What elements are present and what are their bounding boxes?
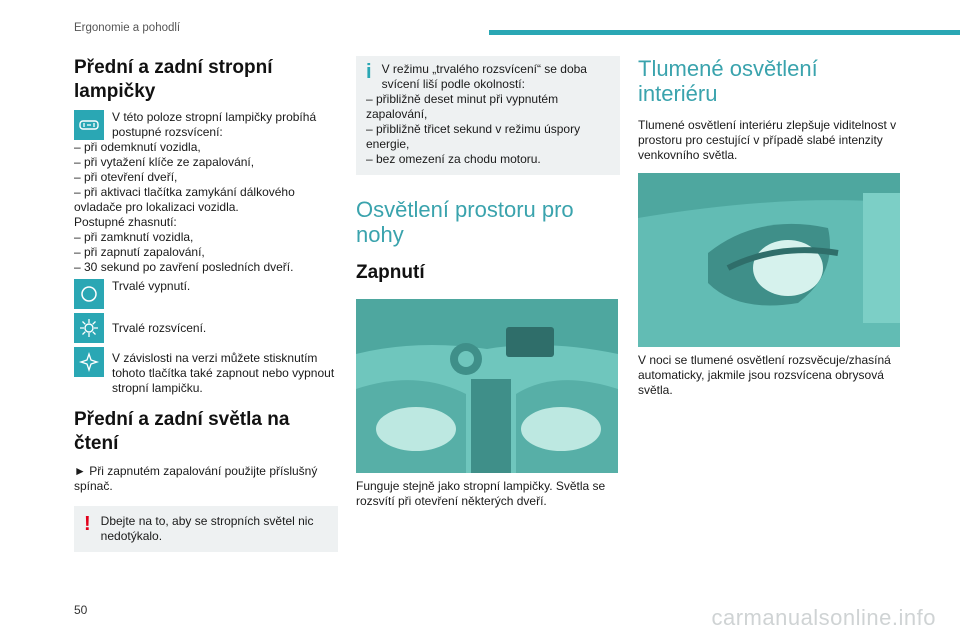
section-header: Ergonomie a pohodlí — [74, 22, 181, 34]
reading-lights-text: ► Při zapnutém zapalování použijte příslušný spínač. — [74, 464, 318, 493]
toggle-row — [74, 347, 338, 396]
column-2 — [356, 56, 620, 509]
door-mode-row — [74, 110, 338, 140]
list-item: – při aktivaci tlačítka zamykání dálkového ovladače pro lokalizaci vozidla. — [74, 185, 295, 214]
header-accent-bar — [489, 30, 960, 35]
star-icon — [74, 347, 104, 377]
info-note — [356, 56, 620, 175]
footwell-photo — [356, 299, 618, 473]
mood-lighting-caption: V noci se tlumené osvětlení rozsvěcuje/zhasíná automaticky, jakmile jsou rozsvícena obrysová světla. — [638, 353, 891, 397]
list-item: – při vytažení klíče ze zapalování, — [74, 155, 255, 169]
column-3 — [638, 56, 902, 398]
list-item: – přibližně třicet sekund v režimu úspory energie, — [366, 122, 581, 151]
permanent-off-text: Trvalé vypnutí. — [112, 279, 191, 293]
switch-on-subtitle: Zapnutí — [356, 262, 425, 283]
version-note: V závislosti na verzi můžete stisknutím tohoto tlačítka také zapnout nebo vypnout stropní lampičku. — [112, 351, 335, 395]
permanent-off-row — [74, 279, 338, 309]
door-handle-photo — [638, 173, 900, 347]
list-item: – 30 sekund po zavření posledních dveří. — [74, 260, 294, 274]
list-item: – bez omezení za chodu motoru. — [366, 152, 541, 166]
lighting-on-list — [74, 140, 338, 215]
permanent-on-row — [74, 313, 338, 343]
ceiling-lamps-title: Přední a zadní stropní lampičky — [74, 57, 273, 102]
list-item: – při odemknutí vozidla, — [74, 140, 201, 154]
list-item: – při otevření dveří, — [74, 170, 178, 184]
watermark: carmanualsonline.info — [711, 605, 936, 630]
info-intro-row — [366, 62, 610, 92]
footwell-title: Osvětlení prostoru pro nohy — [356, 197, 574, 247]
sun-icon — [74, 313, 104, 343]
column-1 — [74, 56, 338, 552]
warning-note — [74, 506, 338, 552]
circle-icon — [74, 279, 104, 309]
lighting-off-list — [74, 230, 338, 275]
list-item: – přibližně deset minut při vypnutém zapalování, — [366, 92, 559, 121]
mood-lighting-title: Tlumené osvětlení interiéru — [638, 56, 818, 106]
warning-text: Dbejte na to, aby se stropních světel nic nedotýkalo. — [100, 514, 314, 543]
permanent-on-text: Trvalé rozsvícení. — [112, 321, 207, 335]
list-item: – při zamknutí vozidla, — [74, 230, 194, 244]
page-number: 50 — [74, 603, 88, 617]
door-lamp-icon — [74, 110, 104, 140]
reading-lights-title: Přední a zadní světla na čtení — [74, 409, 290, 454]
exclamation-icon: ! — [84, 513, 91, 535]
mood-lighting-text: Tlumené osvětlení interiéru zlepšuje viditelnost v prostoru pro cestující v případě slabé intenzity venkovního světla. — [638, 118, 897, 162]
info-icon: i — [366, 61, 372, 83]
door-mode-intro: V této poloze stropní lampičky probíhá postupné rozsvícení: — [112, 110, 317, 139]
info-intro: V režimu „trvalého rozsvícení“ se doba svícení liší podle okolností: — [381, 62, 587, 91]
list-item: – při zapnutí zapalování, — [74, 245, 205, 259]
footwell-caption: Funguje stejně jako stropní lampičky. Světla se rozsvítí při otevření některých dveří. — [356, 479, 606, 508]
fade-off-label: Postupné zhasnutí: — [74, 215, 177, 229]
